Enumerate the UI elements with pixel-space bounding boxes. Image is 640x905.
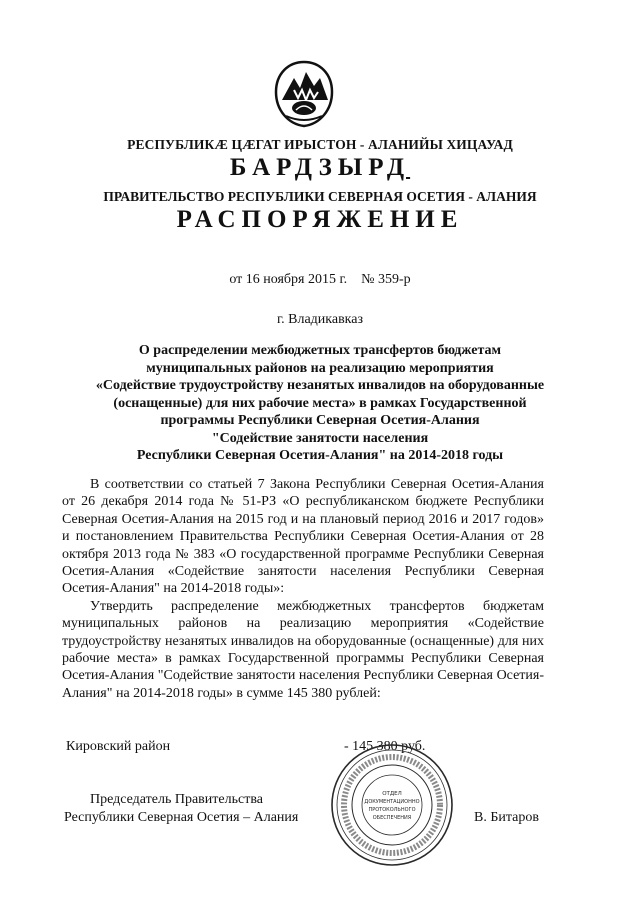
date-and-number: от 16 ноября 2015 г. № 359-р [229, 272, 411, 287]
signer-name: В. Битаров [474, 810, 539, 825]
stamp-line: ДОКУМЕНТАЦИОННО [364, 799, 420, 805]
document-body [62, 476, 544, 702]
signer-position-line1: Председатель Правительства [90, 792, 263, 807]
document-title [62, 342, 578, 465]
title-line: «Содействие трудоустройству незанятых инвалидов на оборудованные [95, 378, 545, 393]
ossetian-title-part: БАРДЗЫР [229, 154, 387, 181]
coat-of-arms-emblem [274, 60, 334, 128]
official-stamp [330, 743, 454, 867]
title-line: Республики Северная Осетия-Алания" на 2014-2018 годы [136, 448, 504, 463]
title-line: муниципальных районов на реализацию мероприятия [146, 360, 494, 376]
stamp-line: ОБЕСПЕЧЕНИЯ [372, 815, 412, 821]
russian-government-heading: ПРАВИТЕЛЬСТВО РЕСПУБЛИКИ СЕВЕРНАЯ ОСЕТИЯ - АЛАНИЯ [103, 189, 537, 204]
ossetian-title-underlined: Д [386, 154, 411, 181]
allocation-amount: - 145 380 руб. [344, 739, 426, 754]
city: г. Владикавказ [276, 312, 364, 327]
preamble-paragraph: В соответствии со статьей 7 Закона Республики Северная Осетия-Алания от 26 декабря 2014 года № 51-РЗ «О республиканском бюджете Республики Северная Осетия-Алания на 2015 год и на плановый период 2016 и 2017 годов» и постановлением Правительства Республики Северная Осетия-Алания от 28 октября 2013 года № 383 «О государственной программе Республики Северная Осетия-Алания «Содействие занятости населения Республики Северная Осетия-Алания" на 2014-2018 годы»: [62, 477, 544, 597]
decision-paragraph: Утвердить распределение межбюджетных трансфертов бюджетам муниципальных районов на реализацию мероприятия «Содействие трудоустройству незанятых инвалидов на оборудованные (оснащенные) для них рабочие места» в рамках Государственной программы Республики Северная Осетия-Алания "Содействие занятости населения Республики Северная Осетия-Алания" на 2014-2018 годы» в сумме 145 380 рублей: [62, 598, 544, 701]
russian-document-type: РАСПОРЯЖЕНИЕ [176, 206, 464, 233]
title-line: О распределении межбюджетных трансфертов бюджетам [138, 343, 502, 358]
district-name: Кировский район [66, 739, 171, 754]
signer-position-line2: Республики Северная Осетия – Алания [64, 810, 299, 825]
title-line: "Содействие занятости населения [211, 430, 429, 446]
title-line: программы Республики Северная Осетия-Алания [160, 413, 480, 428]
ossetian-document-type [0, 154, 640, 182]
ossetian-government-heading: РЕСПУБЛИКӔ ЦӔГАТ ИРЫСТОН - АЛАНИЙЫ ХИЦАУАД [127, 137, 513, 152]
title-line: (оснащенные) для них рабочие места» в рамках Государственной [113, 395, 527, 411]
stamp-line: ОТДЕЛ [382, 791, 402, 797]
stamp-line: ПРОТОКОЛЬНОГО [368, 807, 416, 813]
